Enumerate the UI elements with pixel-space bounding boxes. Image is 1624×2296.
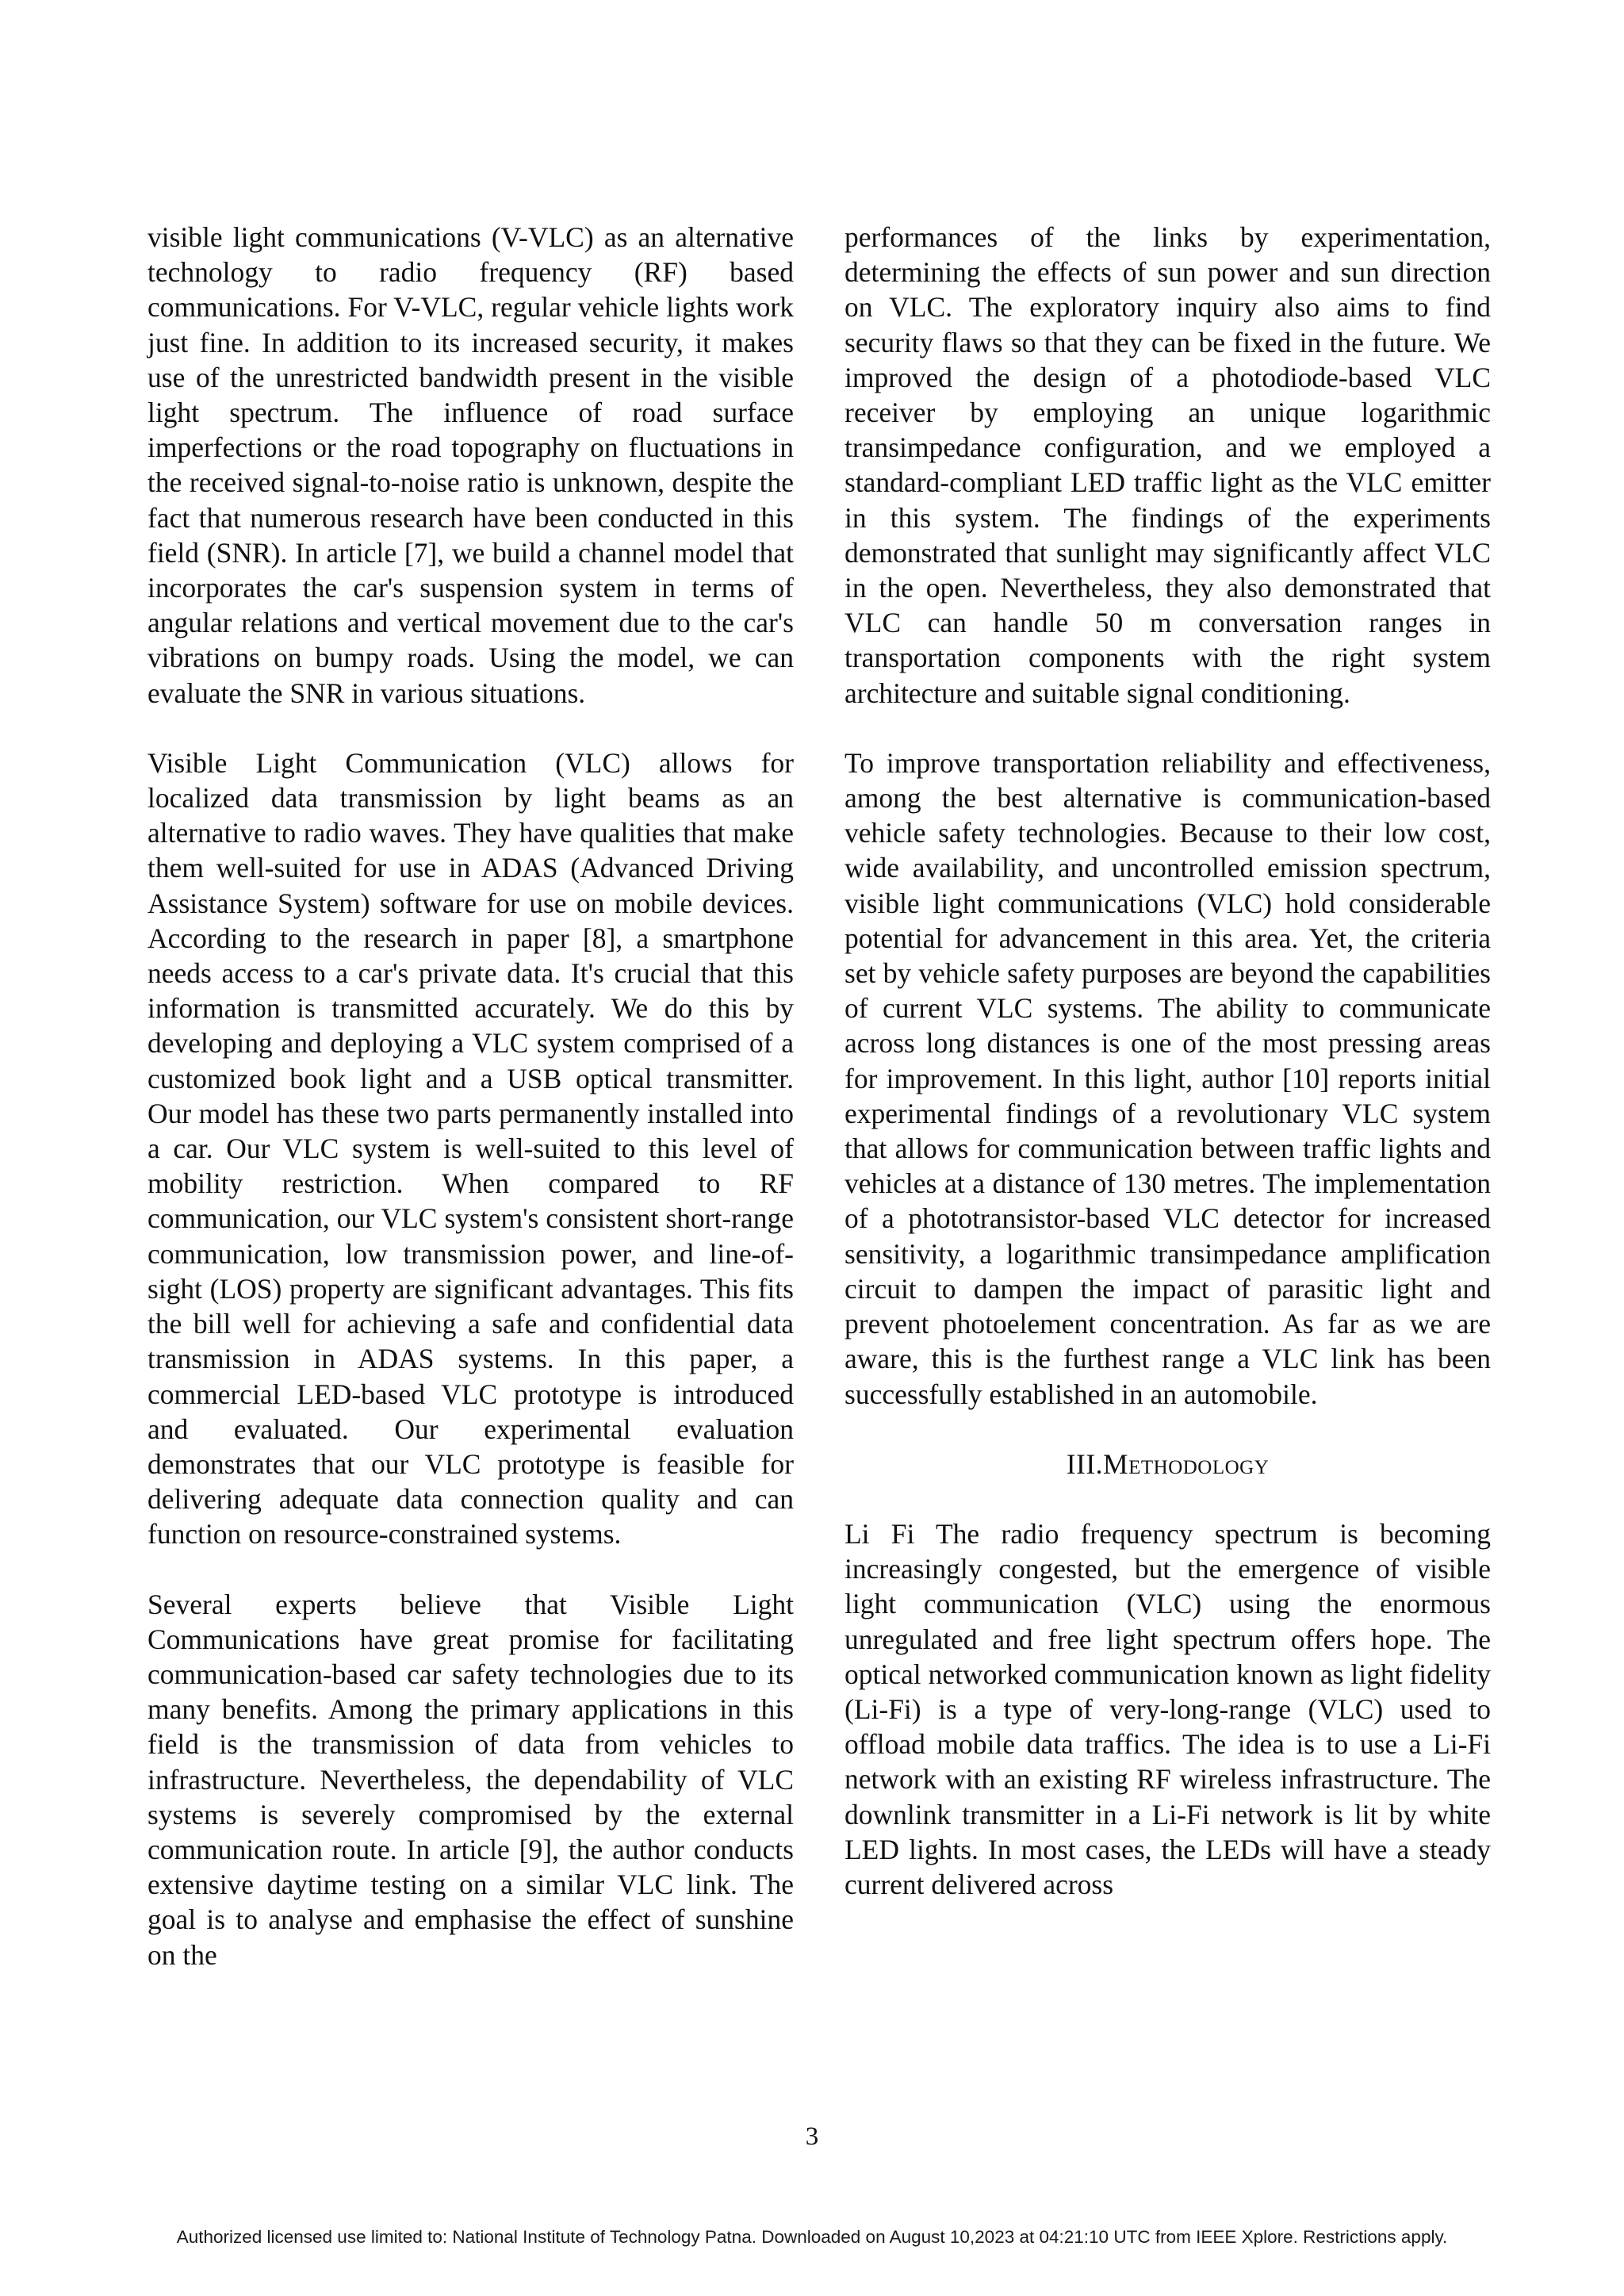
paragraph-link-performance: performances of the links by experimentation, determining the effects of sun power and sun direction on VLC. The exploratory inquiry also aims to find security flaws so that they can be fixed in the future. We improved the design of a photodiode-based VLC receiver by employing an unique logarithmic transimpedance configuration, and we employed a standard-compliant LED traffic light as the VLC emitter in this system. The findings of the experiments demonstrated that sunlight may significantly affect VLC in the open. Nevertheless, they also demonstrated that VLC can handle 50 m conversation ranges in transportation components with the right system architecture and suitable signal conditioning. bbox=[845, 221, 1491, 709]
left-column bbox=[147, 220, 794, 1972]
ieee-license-footer: Authorized licensed use limited to: National Institute of Technology Patna. Downloaded on August 10,2023 at 04:21:10 UTC from IEEE Xplore. Restrictions apply. bbox=[176, 2227, 1448, 2247]
paragraph-vlc-adas: Visible Light Communication (VLC) allows for localized data transmission by light beams as an alternative to radio waves. They have qualities that make them well-suited for use in ADAS (Advanced Driving Assistance System) software for use on mobile devices. According to the research in paper [8], a smartphone needs access to a car's private data. It's crucial that this information is transmitted accurately. We do this by developing and deploying a VLC system comprised of a customized book light and a USB optical transmitter. Our model has these two parts permanently installed into a car. Our VLC system is well-suited to this level of mobility restriction. When compared to RF communication, our VLC system's consistent short-range communication, low transmission power, and line-of-sight (LOS) property are significant advantages. This fits the bill well for achieving a safe and confidential data transmission in ADAS systems. In this paper, a commercial LED-based VLC prototype is introduced and evaluated. Our experimental evaluation demonstrates that our VLC prototype is feasible for delivering adequate data connection quality and can function on resource-constrained systems. bbox=[147, 746, 794, 1550]
page-number: 3 bbox=[805, 2122, 819, 2151]
paragraph-vlc-car-safety: Several experts believe that Visible Light Communications have great promise for facilitating communication-based car safety technologies due to its many benefits. Among the primary applications in this field is the transmission of data from vehicles to infrastructure. Nevertheless, the dependability of VLC systems is severely compromised by the external communication route. In article [9], the author conducts extensive daytime testing on a similar VLC link. The goal is to analyse and emphasise the effect of sunshine on the bbox=[147, 1588, 794, 1971]
section-heading-methodology: III.Methodology bbox=[1066, 1447, 1270, 1480]
paragraph-v-vlc-channel-model: visible light communications (V-VLC) as an alternative technology to radio frequency (RF) based communications. For V-VLC, regular vehicle lights work just fine. In addition to its increased security, it makes use of the unrestricted bandwidth present in the visible light spectrum. The influence of road surface imperfections or the road topography on fluctuations in the received signal-to-noise ratio is unknown, despite the fact that numerous research have been conducted in this field (SNR). In article [7], we build a channel model that incorporates the car's suspension system in terms of angular relations and vertical movement due to the car's vibrations on bumpy roads. Using the model, we can evaluate the SNR in various situations. bbox=[147, 221, 794, 709]
paragraph-transportation-reliability: To improve transportation reliability and effectiveness, among the best alternative is communication-based vehicle safety technologies. Because to their low cost, wide availability, and uncontrolled emission spectrum, visible light communications (VLC) hold considerable potential for advancement in this area. Yet, the criteria set by vehicle safety purposes are beyond the capabilities of current VLC systems. The ability to communicate across long distances is one of the most pressing areas for improvement. In this light, author [10] reports initial experimental findings of a revolutionary VLC system that allows for communication between traffic lights and vehicles at a distance of 130 metres. The implementation of a phototransistor-based VLC detector for increased sensitivity, a logarithmic transimpedance amplification circuit to dampen the impact of parasitic light and prevent photoelement concentration. As far as we are aware, this is the furthest range a VLC link has been successfully established in an automobile. bbox=[845, 746, 1491, 1410]
right-column bbox=[845, 220, 1491, 1902]
paragraph-li-fi: Li Fi The radio frequency spectrum is becoming increasingly congested, but the emergence of visible light communication (VLC) using the enormous unregulated and free light spectrum offers hope. The optical networked communication known as light fidelity (Li-Fi) is a type of very-long-range (VLC) used to offload mobile data traffics. The idea is to use a Li-Fi network with an existing RF wireless infrastructure. The downlink transmitter in a Li-Fi network is lit by white LED lights. In most cases, the LEDs will have a steady current delivered across bbox=[845, 1517, 1491, 1900]
